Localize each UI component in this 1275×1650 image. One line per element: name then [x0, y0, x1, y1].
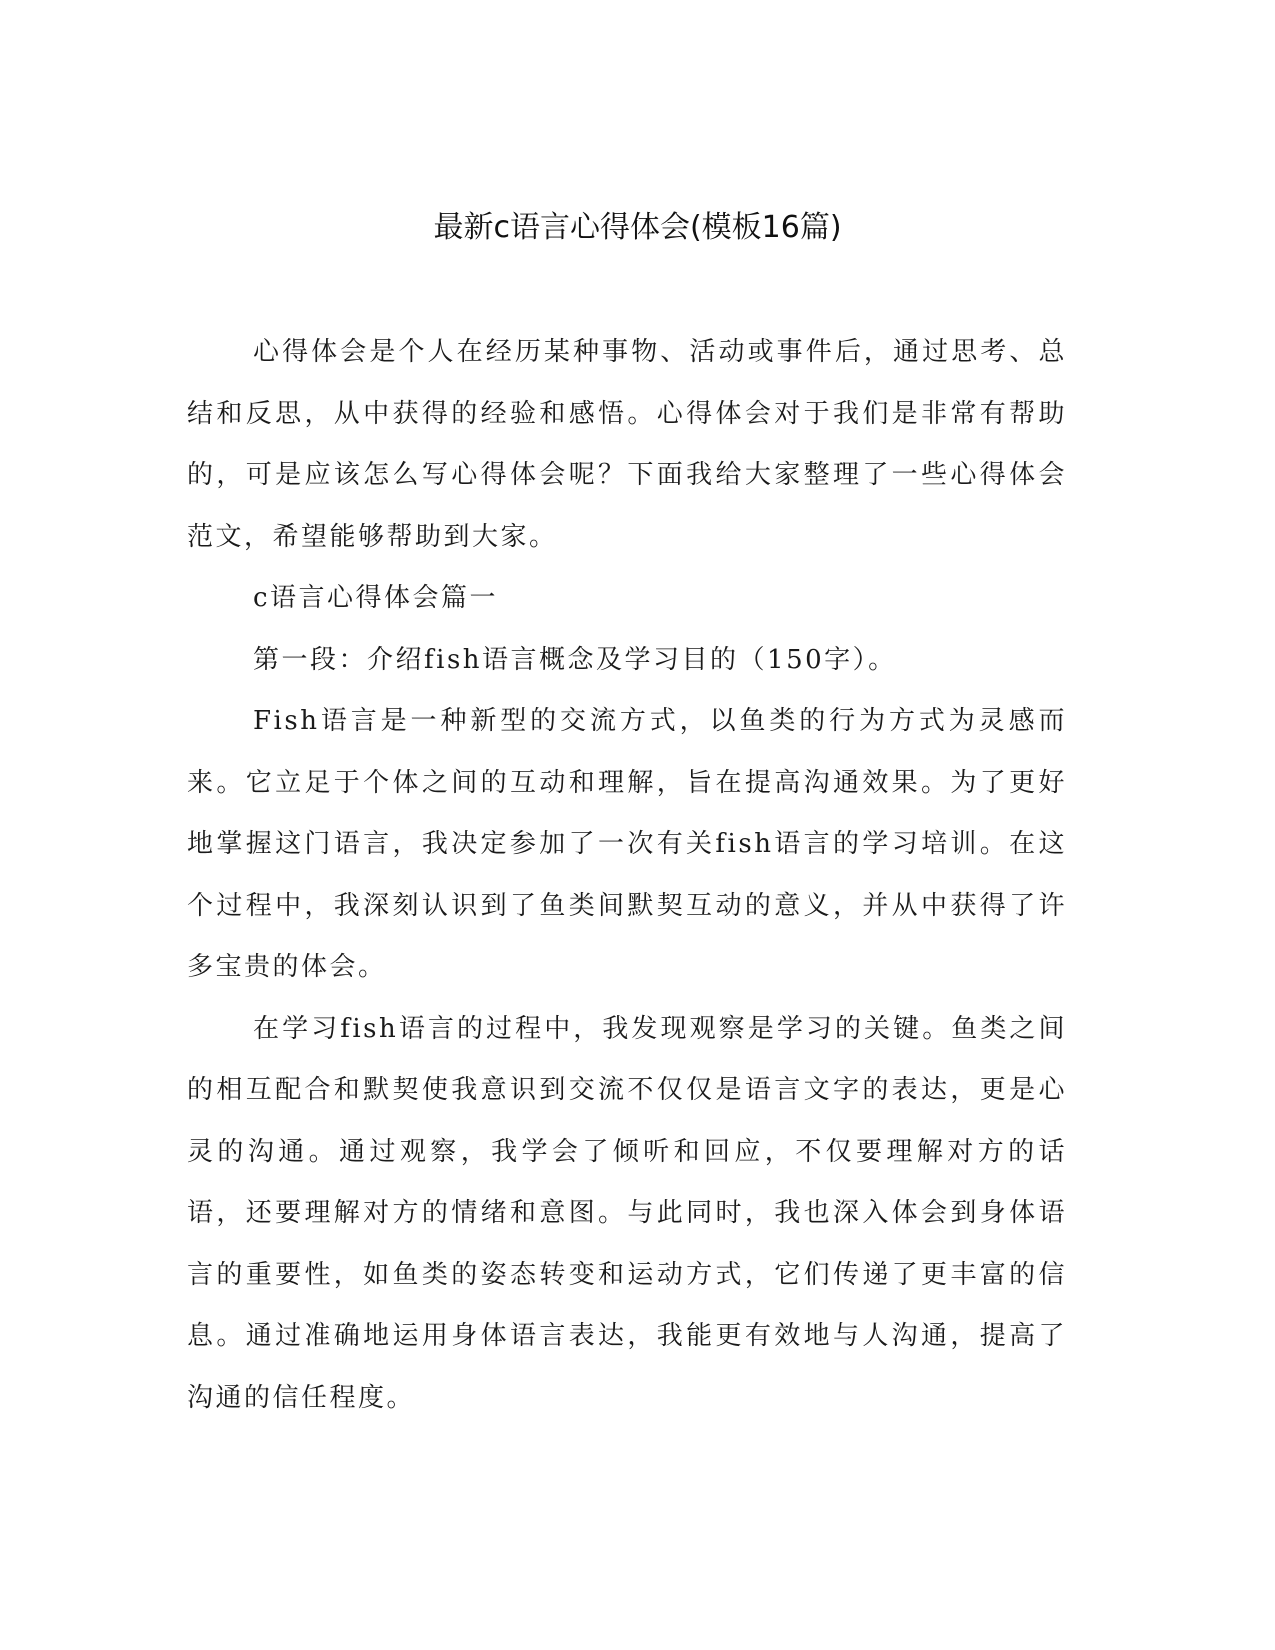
body-paragraph: 在学习fish语言的过程中，我发现观察是学习的关键。鱼类之间的相互配合和默契使我意识到交流不仅仅是语言文字的表达，更是心灵的沟通。通过观察，我学会了倾听和回应，不仅要理解对方的话语，还要理解对方的情绪和意图。与此同时，我也深入体会到身体语言的重要性，如鱼类的姿态转变和运动方式，它们传递了更丰富的信息。通过准确地运用身体语言表达，我能更有效地与人沟通，提高了沟通的信任程度。: [187, 1013, 1067, 1413]
intro-paragraph: 心得体会是个人在经历某种事物、活动或事件后，通过思考、总结和反思，从中获得的经验和感悟。心得体会对于我们是非常有帮助的，可是应该怎么写心得体会呢？下面我给大家整理了一些心得体会范文，希望能够帮助到大家。: [187, 337, 1067, 552]
document-title: 最新c语言心得体会(模板16篇): [433, 210, 842, 245]
section-heading: c语言心得体会篇一: [253, 583, 499, 613]
subsection-heading: 第一段：介绍fish语言概念及学习目的（150字）。: [253, 644, 897, 675]
body-paragraph: Fish语言是一种新型的交流方式，以鱼类的行为方式为灵感而来。它立足于个体之间的互动和理解，旨在提高沟通效果。为了更好地掌握这门语言，我决定参加了一次有关fish语言的学习培训。在这个过程中，我深刻认识到了鱼类间默契互动的意义，并从中获得了许多宝贵的体会。: [187, 706, 1067, 982]
document-body: [187, 322, 1067, 1429]
